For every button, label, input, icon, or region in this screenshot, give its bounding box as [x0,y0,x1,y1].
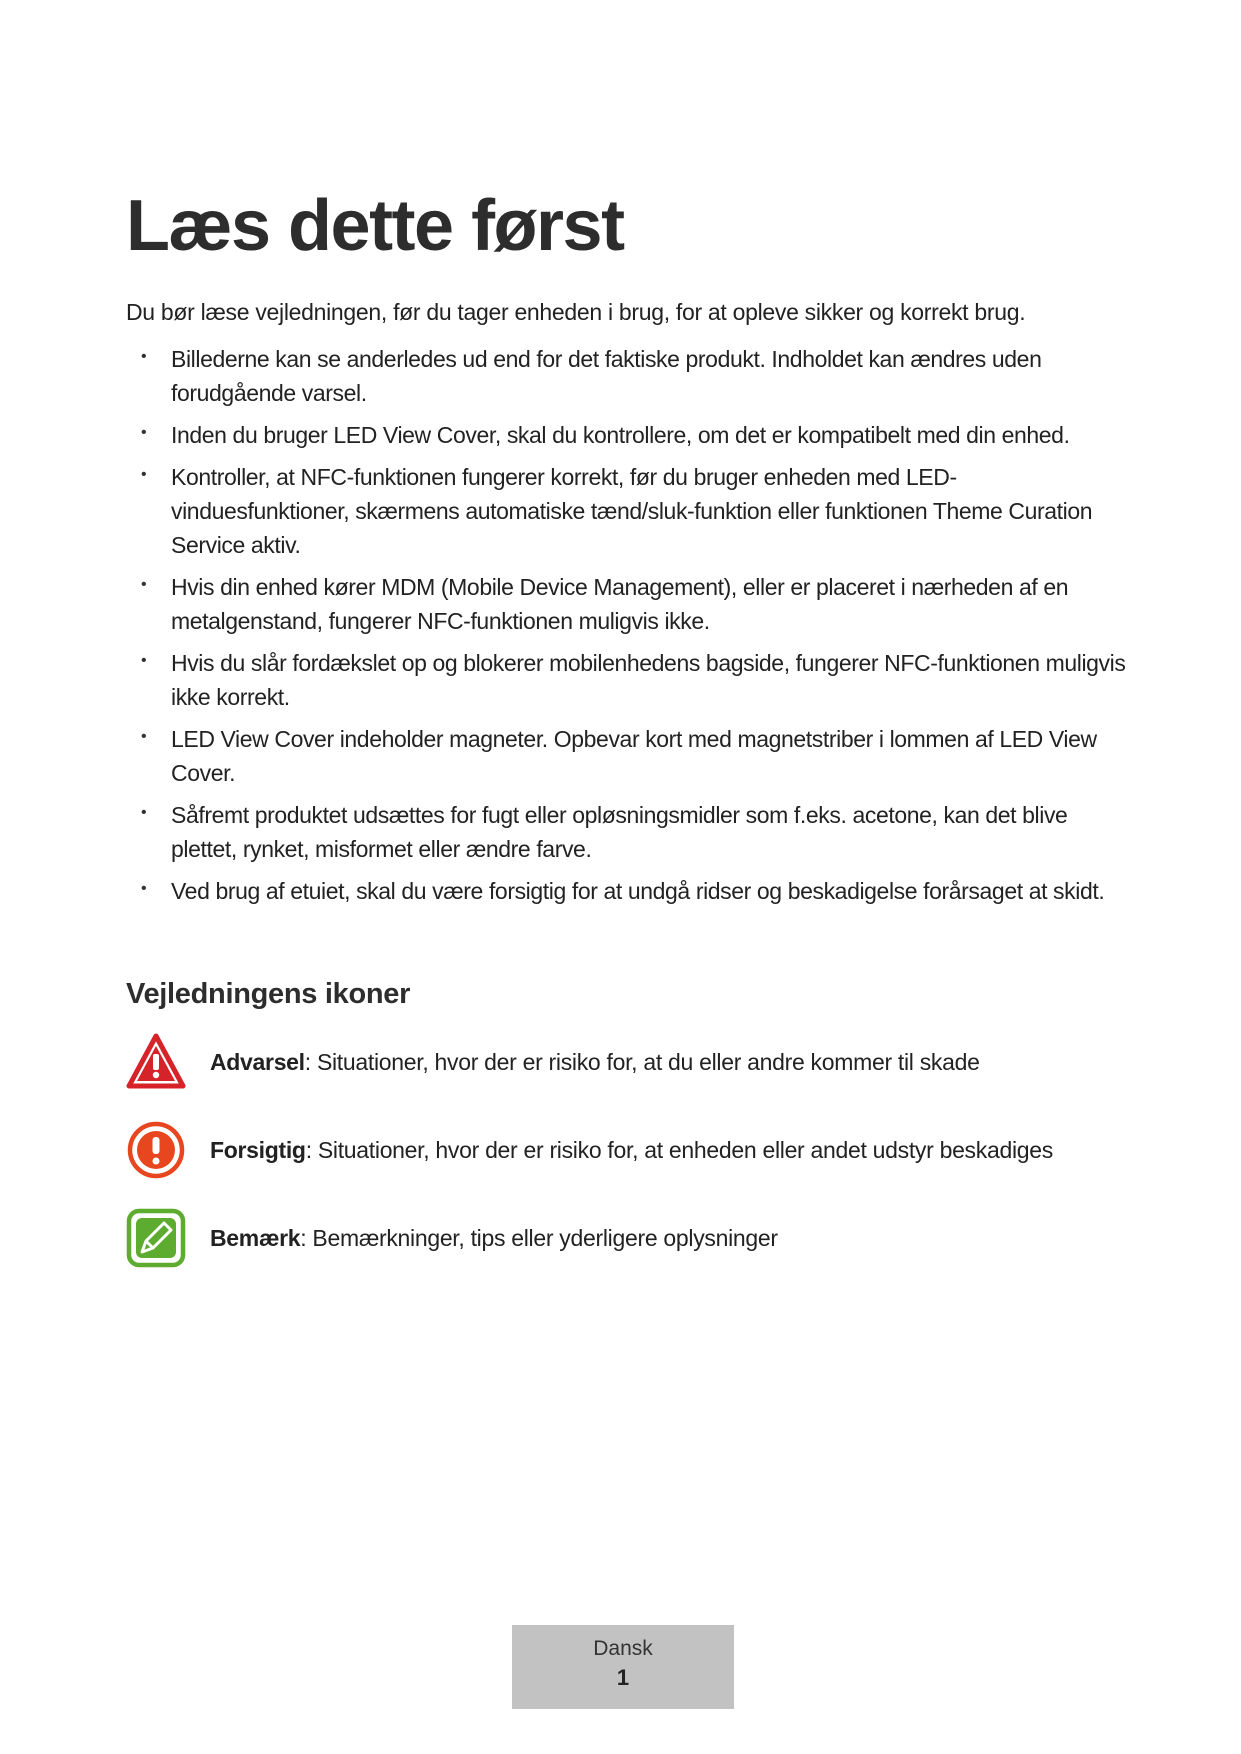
bullet-list [126,342,1126,916]
list-item: • Kontroller, at NFC-funktionen fungerer korrekt, før du bruger enheden med LED-vinduesfunktioner, skærmens automatiske tænd/sluk-funktion eller funktionen Theme Curation Service aktiv. [126,460,1126,562]
icon-legend-caution [126,1120,1126,1180]
page-number: 1 [616,1665,630,1690]
list-item: • Ved brug af etuiet, skal du være forsigtig for at undgå ridser og beskadigelse forårsaget at skidt. [126,874,1126,908]
legend-description: : Situationer, hvor der er risiko for, at enheden eller andet udstyr beskadiges [305,1137,1053,1163]
note-pencil-icon [126,1208,186,1268]
list-item: • LED View Cover indeholder magneter. Opbevar kort med magnetstriber i lommen af LED View Cover. [126,722,1126,790]
legend-text [210,1046,980,1078]
caution-circle-icon [126,1120,186,1180]
list-item: • Inden du bruger LED View Cover, skal du kontrollere, om det er kompatibelt med din enhed. [126,418,1126,452]
warning-triangle-icon [126,1032,186,1092]
legend-description: : Bemærkninger, tips eller yderligere oplysninger [300,1225,778,1251]
legend-description: : Situationer, hvor der er risiko for, at du eller andre kommer til skade [304,1049,980,1075]
section-title: Vejledningens ikoner [126,978,411,1010]
footer-language: Dansk [593,1637,653,1660]
icon-legend-warning [126,1032,1126,1092]
list-item: • Billederne kan se anderledes ud end for det faktiske produkt. Indholdet kan ændres uden forudgående varsel. [126,342,1126,410]
page-footer [512,1625,734,1709]
intro-paragraph: Du bør læse vejledningen, før du tager enheden i brug, for at opleve sikker og korrekt brug. [126,299,1026,325]
list-item: • Hvis du slår fordækslet op og blokerer mobilenhedens bagside, fungerer NFC-funktionen muligvis ikke korrekt. [126,646,1126,714]
page-title: Læs dette først [126,186,624,266]
legend-term: Bemærk [210,1225,301,1251]
legend-term: Advarsel [210,1049,305,1075]
legend-text [210,1222,778,1254]
legend-term: Forsigtig [210,1137,306,1163]
list-item: • Hvis din enhed kører MDM (Mobile Device Management), eller er placeret i nærheden af en metalgenstand, fungerer NFC-funktionen muligvis ikke. [126,570,1126,638]
legend-text [210,1134,1053,1166]
icon-legend-note [126,1208,1126,1268]
list-item: • Såfremt produktet udsættes for fugt eller opløsningsmidler som f.eks. acetone, kan det blive plettet, rynket, misformet eller ændre farve. [126,798,1126,866]
